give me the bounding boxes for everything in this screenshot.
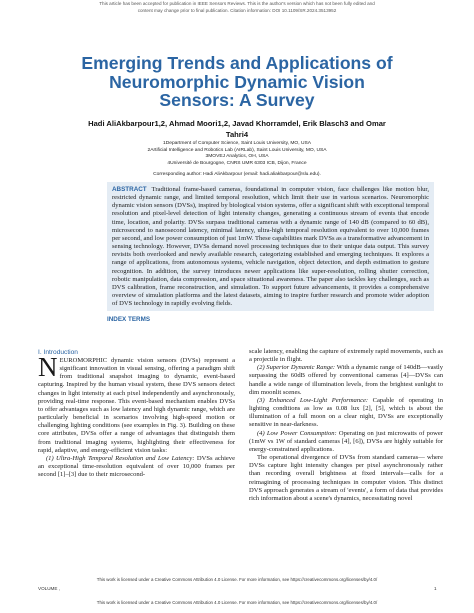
affiliations [40,141,434,167]
footer-license-2: This work is licensed under a Creative Commons Attribution 4.0 License. For more information, see https://creativecommons.org/licenses/by/4.0/ [96,600,378,605]
header-notice-line2: content may change prior to final publication. Citation information: DOI 10.1109/SR.2024.3513952 [137,7,337,13]
right-paragraph-last: The operational divergence of DVSs from standard cameras— where DVSs capture light intensity changes per pixel asynchronously rather than recording overall brightness at fixed intervals—calls for a reimagining of processing techniques in computer vision. This distinct DVS approach generates a stream of 'events', a form of data that provides rich information about a scene's dynamics, necessitating novel [249,454,443,502]
header-notice-line1: This article has been accepted for publication in IEEE Sensors Reviews. This is the author's version which has not been fully edited and [99,1,375,6]
item2-label: (2) Superior Dynamic Range: [257,364,336,372]
abstract-label: ABSTRACT [112,186,147,193]
index-terms [107,316,434,323]
item1-label: (1) Ultra-High Temporal Resolution and Low Latency: [46,454,195,462]
footer-license-1: This work is licensed under a Creative Commons Attribution 4.0 License. For more information, see https://creativecommons.org/licenses/by/4.0/ [96,577,378,582]
item4-label: (4) Low Power Consumption: [257,429,337,437]
item2-text: With a dynamic range of 140dB—vastly surpassing the 60dB offered by conventional cameras [4]—DVSs can handle a wide range of illumination levels, from the brightest sunlight to dim moonlit scenes. [249,364,443,396]
list-item-4 [249,430,443,454]
affiliation-3: 3MOVEJ Analytics, OH, USA [205,154,269,160]
authors-line1: Hadi AliAkbarpour1,2, Ahmad Moori1,2, Javad Khorramdel, Erik Blasch3 and Omar [88,119,386,128]
title-line2: Neuromorphic Dynamic Vision [109,71,365,92]
list-item-3 [249,397,443,430]
intro-smallcaps: EUROMORPHIC [59,357,108,364]
list-item-2 [249,364,443,397]
affiliation-1: 1Department of Computer Science, Saint Louis University, MO, USA [162,141,312,146]
drop-cap: N [38,352,58,382]
corresponding-author: Corresponding author: Hadi AliAkbarpour (email: hadi.aliakbarpour@slu.edu). [153,172,321,177]
item4-text: Operating on just microwatts of power (1mW vs 1W of standard cameras [4], [6]), DVSs are highly suitable for energy-constrained applications. [249,429,443,453]
abstract-text: Traditional frame-based cameras, foundational in computer vision, face challenges like motion blur, restricted dynamic range, and limited temporal resolution, which limit their use in various scenarios. Neuromorphic dynamic vision sensors (DVSs), inspired by biological vision systems, offer a significant shift with exceptional temporal resolution and pixel-level detection of light intensity changes, generating a continuous stream of events that encode time, location, and polarity. DVSs surpass traditional cameras with a dynamic range of 140 dB (compared to 60 dB), microsecond to nanosecond latency, minimal latency, ultra-high temporal resolution equivalent to over 10,000 frames per second, and low power consumption of just 1mW. These capabilities mark DVSs as a transformative advancement in sensing technology. However, DVSs demand novel processing techniques due to their unique data output. This survey revisits both overlooked and newly available research, categorizing established and emerging techniques. It explores a range of applications, from autonomous systems, vehicle navigation, object detection, and depth estimation to gesture recognition. In addition, the survey introduces newer applications like super-resolution, rolling shutter correction, robotic manipulation, data compression, and space situational awareness. The paper also tackles key challenges, such as DVS calibration, frame reconstruction, and simulation. To support future advancements, it provides a comprehensive overview of simulation platforms and the latest datasets, aiming to inspire further research and promote wider adoption of DVS technology in rapidly evolving fields. [112,186,429,308]
right-continuation: scale latency, enabling the capture of extremely rapid movements, such as a projectile in flight. [249,348,443,364]
list-item-1 [38,455,235,479]
footer-volume: VOLUME , [38,586,60,591]
index-terms-label: INDEX TERMS [107,316,151,323]
intro-text: dynamic vision sensors (DVSs) represent a significant innovation in visual sensing, offering a paradigm shift from traditional snapshot imaging to dynamic, event-based capturing. Inspired by the human visual system, these DVS sensors detect changes in light intensity at each pixel independently and asynchronously, providing real-time response. This event-based mechanism enables DVSs to offer advantages such as low latency and high dynamic range, which are particularly beneficial in scenarios involving high-speed motion or challenging lighting conditions (see examples in Fig. 3). Building on these core attributes, DVSs offer a range of advantages that distinguish them from traditional imaging systems, highlighting their effectiveness for rapid, adaptive, and energy-efficient vision tasks: [38,357,235,454]
affiliation-4: 4Université de Bourgogne, CNRS UMR 6303 ICB, Dijon, France [167,160,307,166]
abstract [112,186,429,308]
item1-text: DVSs achieve an exceptional time-resolution equivalent of over 10,000 frames per second [1]–[3] due to their microsecond- [38,454,235,479]
affiliation-2: 2Artificial Intelligence and Robotics Lab (AIRLab), Saint Louis University, MO, USA [147,147,327,153]
item3-text: Capable of operating in lighting conditions as low as 0.08 lux [2], [5], which is about the illumination of a full moon on a clear night, DVSs are exceptionally sensitive in near-darkness. [249,396,443,429]
left-column [38,348,235,479]
paper-title [30,54,444,110]
right-column [249,348,443,503]
title-line1: Emerging Trends and Applications of [81,53,393,73]
header-notice [0,1,474,14]
abstract-box [107,182,434,311]
item3-label: (3) Enhanced Low-Light Performance: [257,396,369,404]
title-line3: Sensors: A Survey [159,90,315,111]
authors-line2: Tahri4 [225,130,249,139]
author-list [40,118,434,140]
footer-page-number: 1 [434,586,437,591]
section-heading: I. Introduction [38,349,78,356]
